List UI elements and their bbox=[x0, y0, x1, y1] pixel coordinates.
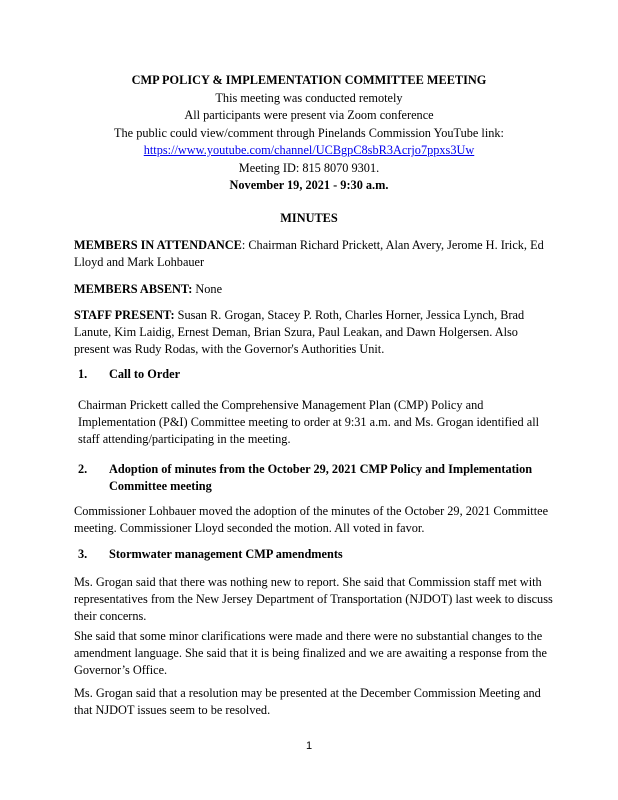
members-attendance-text: : Chairman Richard Prickett, Alan Avery, Jerome H. Irick, Ed Lloyd and Mark Lohbauer bbox=[74, 238, 544, 269]
members-attendance bbox=[74, 237, 554, 271]
section-number: 1. bbox=[78, 367, 88, 381]
members-absent-label: MEMBERS ABSENT: bbox=[74, 282, 193, 296]
meeting-id: Meeting ID: 815 8070 9301. bbox=[238, 160, 380, 175]
meeting-zoom-note: All participants were present via Zoom conference bbox=[184, 108, 434, 122]
page-number: 1 bbox=[305, 740, 313, 752]
staff-present-text: Susan R. Grogan, Stacey P. Roth, Charles Horner, Jessica Lynch, Brad Lanute, Kim Laidig, Ernest Deman, Brian Szura, Paul Leakan, and Dawn Holgersen. Also present was Rudy Rodas, with the Governor's Authorities Unit. bbox=[74, 308, 525, 356]
section-title: Adoption of minutes from the October 29, 2021 CMP Policy and Implementation Committee meeting bbox=[109, 462, 533, 493]
members-absent bbox=[74, 281, 554, 298]
section-title: Call to Order bbox=[109, 367, 181, 381]
staff-present bbox=[74, 307, 554, 358]
meeting-youtube-note: The public could view/comment through Pinelands Commission YouTube link: bbox=[114, 125, 504, 140]
section-number: 2. bbox=[78, 462, 88, 476]
section-number: 3. bbox=[78, 547, 88, 561]
minutes-heading: MINUTES bbox=[280, 211, 338, 225]
staff-present-label: STAFF PRESENT: bbox=[74, 308, 175, 322]
section-title: Stormwater management CMP amendments bbox=[109, 547, 343, 561]
meeting-remote-note: This meeting was conducted remotely bbox=[215, 90, 403, 105]
members-absent-text: None bbox=[192, 282, 223, 296]
section-paragraph: Ms. Grogan said that a resolution may be presented at the December Commission Meeting and that NJDOT issues seem to be resolved. bbox=[74, 686, 541, 717]
section-paragraph: She said that some minor clarifications were made and there were no substantial changes to the amendment language. She said that it is being finalized and we are awaiting a response from the Governor’s Office. bbox=[74, 629, 547, 677]
members-attendance-label: MEMBERS IN ATTENDANCE bbox=[74, 238, 242, 252]
meeting-header bbox=[0, 72, 618, 195]
section-paragraph: Commissioner Lohbauer moved the adoption of the minutes of the October 29, 2021 Committee meeting. Commissioner Lloyd seconded the motion. All voted in favor. bbox=[74, 504, 549, 535]
meeting-date: November 19, 2021 - 9:30 a.m. bbox=[229, 178, 389, 192]
section-paragraph: Ms. Grogan said that there was nothing new to report. She said that Commission staff met with representatives from the New Jersey Department of Transportation (NJDOT) last week to discuss their concerns. bbox=[74, 575, 553, 623]
youtube-link[interactable]: https://www.youtube.com/channel/UCBgpC8sbR3Acrjo7ppxs3Uw bbox=[143, 143, 475, 157]
section-paragraph: Chairman Prickett called the Comprehensive Management Plan (CMP) Policy and Implementation (P&I) Committee meeting to order at 9:31 a.m. and Ms. Grogan identified all staff attending/participating in the meeting. bbox=[78, 398, 540, 446]
meeting-title: CMP POLICY & IMPLEMENTATION COMMITTEE MEETING bbox=[131, 73, 487, 87]
